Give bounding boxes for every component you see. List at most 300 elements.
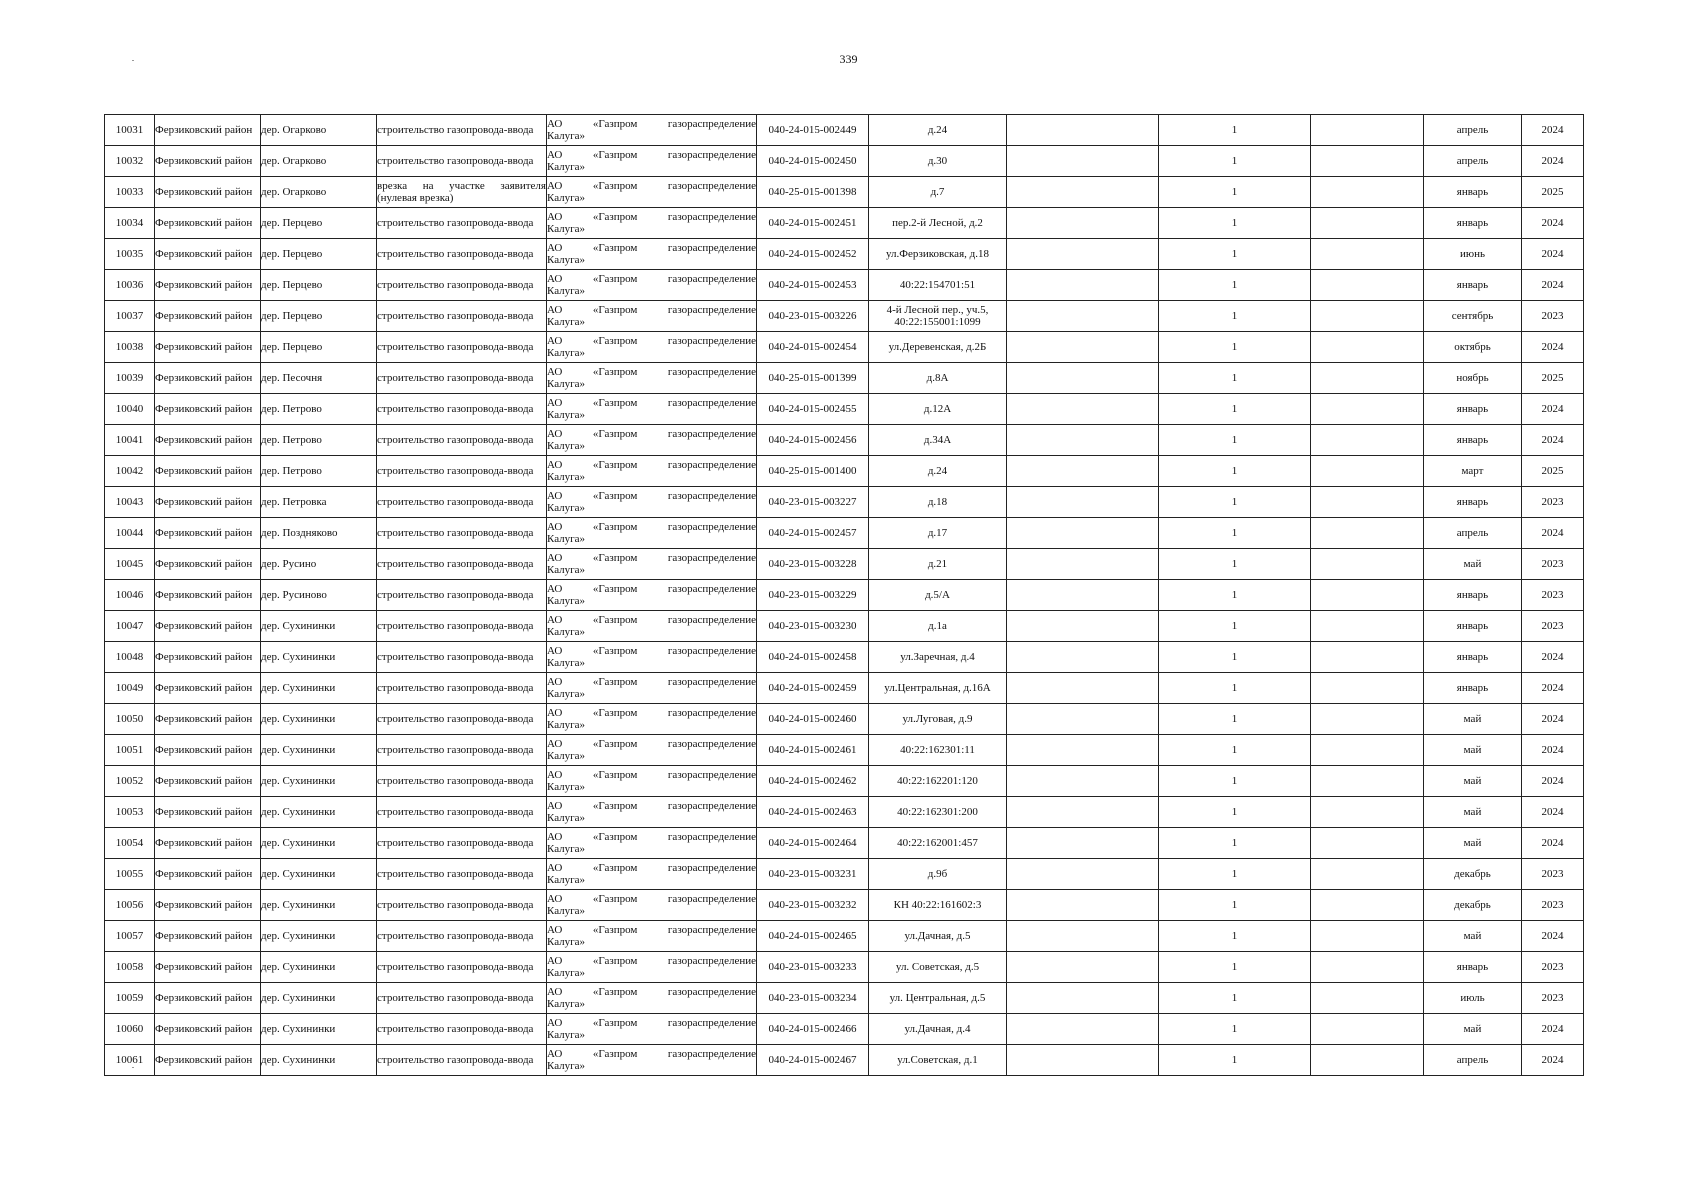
empty-cell	[1007, 456, 1159, 487]
quantity-cell: 1	[1159, 828, 1311, 859]
org-name: «Газпром	[592, 707, 638, 719]
table-row	[105, 642, 1584, 673]
empty-cell	[1007, 549, 1159, 580]
org-suffix: газораспределение	[667, 180, 756, 192]
month-cell: июнь	[1424, 239, 1522, 270]
village-cell: дер. Сухининки	[261, 797, 377, 828]
address-cell: д.5/А	[869, 580, 1007, 611]
table-row	[105, 704, 1584, 735]
code-cell: 040-24-015-002454	[757, 332, 869, 363]
district-cell: Ферзиковский район	[155, 766, 261, 797]
address-cell: д.7	[869, 177, 1007, 208]
code-cell: 040-25-015-001400	[757, 456, 869, 487]
quantity-cell: 1	[1159, 146, 1311, 177]
organization-cell	[547, 611, 757, 642]
code-cell: 040-24-015-002453	[757, 270, 869, 301]
org-name: «Газпром	[592, 180, 638, 192]
village-cell: дер. Песочня	[261, 363, 377, 394]
address-cell: ул.Луговая, д.9	[869, 704, 1007, 735]
year-cell: 2025	[1522, 177, 1584, 208]
year-cell: 2023	[1522, 890, 1584, 921]
org-suffix: газораспределение	[667, 304, 756, 316]
org-name: «Газпром	[592, 304, 638, 316]
empty-cell	[1007, 363, 1159, 394]
org-city: Калуга»	[547, 130, 586, 142]
work-type-cell: строительство газопровода-ввода	[377, 363, 547, 394]
address-cell: ул. Центральная, д.5	[869, 983, 1007, 1014]
empty-cell	[1311, 735, 1424, 766]
table-row	[105, 394, 1584, 425]
work-type-cell: строительство газопровода-ввода	[377, 766, 547, 797]
empty-cell	[1311, 301, 1424, 332]
year-cell: 2025	[1522, 363, 1584, 394]
work-type-cell: строительство газопровода-ввода	[377, 828, 547, 859]
quantity-cell: 1	[1159, 611, 1311, 642]
row-number: 10041	[105, 425, 155, 456]
organization-cell	[547, 270, 757, 301]
empty-cell	[1007, 146, 1159, 177]
row-number: 10058	[105, 952, 155, 983]
address-cell: ул.Ферзиковская, д.18	[869, 239, 1007, 270]
address-cell: д.30	[869, 146, 1007, 177]
org-suffix: газораспределение	[667, 335, 756, 347]
district-cell: Ферзиковский район	[155, 115, 261, 146]
table-row	[105, 673, 1584, 704]
address-cell: 40:22:154701:51	[869, 270, 1007, 301]
district-cell: Ферзиковский район	[155, 270, 261, 301]
org-prefix: АО	[547, 211, 563, 223]
org-prefix: АО	[547, 149, 563, 161]
year-cell: 2024	[1522, 425, 1584, 456]
row-number: 10047	[105, 611, 155, 642]
org-suffix: газораспределение	[667, 1017, 756, 1029]
code-cell: 040-24-015-002455	[757, 394, 869, 425]
table-row	[105, 549, 1584, 580]
year-cell: 2024	[1522, 642, 1584, 673]
org-city: Калуга»	[547, 1029, 586, 1041]
code-cell: 040-24-015-002449	[757, 115, 869, 146]
district-cell: Ферзиковский район	[155, 487, 261, 518]
row-number: 10061	[105, 1045, 155, 1076]
year-cell: 2023	[1522, 487, 1584, 518]
org-city: Калуга»	[547, 161, 586, 173]
village-cell: дер. Сухининки	[261, 1014, 377, 1045]
code-cell: 040-24-015-002466	[757, 1014, 869, 1045]
organization-cell	[547, 1014, 757, 1045]
work-type-cell: строительство газопровода-ввода	[377, 239, 547, 270]
district-cell: Ферзиковский район	[155, 735, 261, 766]
address-cell: 4-й Лесной пер., уч.5, 40:22:155001:1099	[869, 301, 1007, 332]
address-cell: д.21	[869, 549, 1007, 580]
org-city: Калуга»	[547, 223, 586, 235]
org-prefix: АО	[547, 955, 563, 967]
quantity-cell: 1	[1159, 735, 1311, 766]
row-number: 10043	[105, 487, 155, 518]
empty-cell	[1311, 332, 1424, 363]
org-prefix: АО	[547, 1017, 563, 1029]
org-prefix: АО	[547, 583, 563, 595]
organization-cell	[547, 642, 757, 673]
empty-cell	[1007, 115, 1159, 146]
village-cell: дер. Сухининки	[261, 766, 377, 797]
quantity-cell: 1	[1159, 518, 1311, 549]
org-name: «Газпром	[592, 366, 638, 378]
org-city: Калуга»	[547, 285, 586, 297]
district-cell: Ферзиковский район	[155, 673, 261, 704]
org-suffix: газораспределение	[667, 707, 756, 719]
code-cell: 040-24-015-002460	[757, 704, 869, 735]
month-cell: май	[1424, 704, 1522, 735]
village-cell: дер. Перцево	[261, 332, 377, 363]
village-cell: дер. Сухининки	[261, 1045, 377, 1076]
code-cell: 040-23-015-003230	[757, 611, 869, 642]
village-cell: дер. Сухининки	[261, 859, 377, 890]
org-suffix: газораспределение	[667, 614, 756, 626]
org-city: Калуга»	[547, 440, 586, 452]
code-cell: 040-24-015-002465	[757, 921, 869, 952]
code-cell: 040-25-015-001398	[757, 177, 869, 208]
org-suffix: газораспределение	[667, 1048, 756, 1060]
work-type-cell: строительство газопровода-ввода	[377, 487, 547, 518]
org-name: «Газпром	[592, 552, 638, 564]
code-cell: 040-24-015-002462	[757, 766, 869, 797]
organization-cell	[547, 456, 757, 487]
village-cell: дер. Огарково	[261, 177, 377, 208]
row-number: 10034	[105, 208, 155, 239]
organization-cell	[547, 828, 757, 859]
village-cell: дер. Русиново	[261, 580, 377, 611]
org-prefix: АО	[547, 459, 563, 471]
year-cell: 2024	[1522, 921, 1584, 952]
row-number: 10039	[105, 363, 155, 394]
district-cell: Ферзиковский район	[155, 208, 261, 239]
org-suffix: газораспределение	[667, 862, 756, 874]
work-type-cell: строительство газопровода-ввода	[377, 394, 547, 425]
year-cell: 2023	[1522, 611, 1584, 642]
address-cell: д.34А	[869, 425, 1007, 456]
village-cell: дер. Перцево	[261, 239, 377, 270]
empty-cell	[1007, 890, 1159, 921]
month-cell: январь	[1424, 425, 1522, 456]
month-cell: апрель	[1424, 1045, 1522, 1076]
row-number: 10060	[105, 1014, 155, 1045]
month-cell: январь	[1424, 208, 1522, 239]
work-type-cell: строительство газопровода-ввода	[377, 735, 547, 766]
quantity-cell: 1	[1159, 983, 1311, 1014]
year-cell: 2024	[1522, 1014, 1584, 1045]
quantity-cell: 1	[1159, 177, 1311, 208]
empty-cell	[1311, 425, 1424, 456]
org-city: Калуга»	[547, 502, 586, 514]
org-name: «Газпром	[592, 211, 638, 223]
org-prefix: АО	[547, 521, 563, 533]
org-suffix: газораспределение	[667, 769, 756, 781]
organization-cell	[547, 332, 757, 363]
org-city: Калуга»	[547, 626, 586, 638]
organization-cell	[547, 859, 757, 890]
row-number: 10048	[105, 642, 155, 673]
code-cell: 040-23-015-003229	[757, 580, 869, 611]
district-cell: Ферзиковский район	[155, 890, 261, 921]
village-cell: дер. Огарково	[261, 146, 377, 177]
org-suffix: газораспределение	[667, 986, 756, 998]
year-cell: 2023	[1522, 952, 1584, 983]
org-city: Калуга»	[547, 471, 586, 483]
org-suffix: газораспределение	[667, 552, 756, 564]
district-cell: Ферзиковский район	[155, 1014, 261, 1045]
work-type-cell: строительство газопровода-ввода	[377, 611, 547, 642]
village-cell: дер. Сухининки	[261, 952, 377, 983]
org-city: Калуга»	[547, 781, 586, 793]
address-cell: КН 40:22:161602:3	[869, 890, 1007, 921]
empty-cell	[1007, 301, 1159, 332]
year-cell: 2024	[1522, 518, 1584, 549]
month-cell: сентябрь	[1424, 301, 1522, 332]
quantity-cell: 1	[1159, 766, 1311, 797]
work-type-cell: строительство газопровода-ввода	[377, 797, 547, 828]
table-row	[105, 301, 1584, 332]
empty-cell	[1311, 456, 1424, 487]
organization-cell	[547, 580, 757, 611]
month-cell: декабрь	[1424, 859, 1522, 890]
village-cell: дер. Сухининки	[261, 642, 377, 673]
row-number: 10037	[105, 301, 155, 332]
org-name: «Газпром	[592, 893, 638, 905]
org-suffix: газораспределение	[667, 924, 756, 936]
empty-cell	[1311, 208, 1424, 239]
org-city: Калуга»	[547, 409, 586, 421]
quantity-cell: 1	[1159, 704, 1311, 735]
address-cell: 40:22:162201:120	[869, 766, 1007, 797]
table-row	[105, 177, 1584, 208]
table-row	[105, 611, 1584, 642]
row-number: 10038	[105, 332, 155, 363]
address-cell: д.18	[869, 487, 1007, 518]
table-row	[105, 239, 1584, 270]
org-name: «Газпром	[592, 242, 638, 254]
district-cell: Ферзиковский район	[155, 146, 261, 177]
work-type-cell: строительство газопровода-ввода	[377, 146, 547, 177]
org-name: «Газпром	[592, 397, 638, 409]
org-prefix: АО	[547, 180, 563, 192]
empty-cell	[1311, 983, 1424, 1014]
quantity-cell: 1	[1159, 642, 1311, 673]
empty-cell	[1007, 611, 1159, 642]
row-number: 10050	[105, 704, 155, 735]
work-type-cell: строительство газопровода-ввода	[377, 425, 547, 456]
org-city: Калуга»	[547, 998, 586, 1010]
empty-cell	[1007, 766, 1159, 797]
registry-table	[104, 114, 1584, 1076]
address-cell: 40:22:162001:457	[869, 828, 1007, 859]
district-cell: Ферзиковский район	[155, 456, 261, 487]
year-cell: 2024	[1522, 332, 1584, 363]
month-cell: январь	[1424, 177, 1522, 208]
empty-cell	[1311, 766, 1424, 797]
organization-cell	[547, 301, 757, 332]
village-cell: дер. Сухининки	[261, 704, 377, 735]
month-cell: декабрь	[1424, 890, 1522, 921]
year-cell: 2024	[1522, 735, 1584, 766]
empty-cell	[1311, 549, 1424, 580]
table-row	[105, 859, 1584, 890]
code-cell: 040-24-015-002459	[757, 673, 869, 704]
org-city: Калуга»	[547, 1060, 586, 1072]
month-cell: январь	[1424, 952, 1522, 983]
table-row	[105, 1045, 1584, 1076]
org-prefix: АО	[547, 552, 563, 564]
address-cell: д.24	[869, 115, 1007, 146]
org-suffix: газораспределение	[667, 490, 756, 502]
org-prefix: АО	[547, 273, 563, 285]
year-cell: 2023	[1522, 859, 1584, 890]
work-type-cell: строительство газопровода-ввода	[377, 952, 547, 983]
empty-cell	[1007, 735, 1159, 766]
org-prefix: АО	[547, 986, 563, 998]
work-type-cell: строительство газопровода-ввода	[377, 704, 547, 735]
district-cell: Ферзиковский район	[155, 425, 261, 456]
table-row	[105, 487, 1584, 518]
org-suffix: газораспределение	[667, 118, 756, 130]
month-cell: октябрь	[1424, 332, 1522, 363]
code-cell: 040-24-015-002464	[757, 828, 869, 859]
org-city: Калуга»	[547, 750, 586, 762]
org-prefix: АО	[547, 893, 563, 905]
district-cell: Ферзиковский район	[155, 1045, 261, 1076]
org-name: «Газпром	[592, 1048, 638, 1060]
code-cell: 040-23-015-003226	[757, 301, 869, 332]
year-cell: 2024	[1522, 270, 1584, 301]
work-type-cell: строительство газопровода-ввода	[377, 1045, 547, 1076]
month-cell: апрель	[1424, 146, 1522, 177]
month-cell: январь	[1424, 673, 1522, 704]
org-prefix: АО	[547, 862, 563, 874]
organization-cell	[547, 518, 757, 549]
district-cell: Ферзиковский район	[155, 797, 261, 828]
table-row	[105, 115, 1584, 146]
row-number: 10053	[105, 797, 155, 828]
empty-cell	[1007, 797, 1159, 828]
org-name: «Газпром	[592, 118, 638, 130]
row-number: 10036	[105, 270, 155, 301]
code-cell: 040-23-015-003227	[757, 487, 869, 518]
empty-cell	[1311, 1045, 1424, 1076]
month-cell: январь	[1424, 394, 1522, 425]
quantity-cell: 1	[1159, 363, 1311, 394]
org-suffix: газораспределение	[667, 738, 756, 750]
row-number: 10046	[105, 580, 155, 611]
org-city: Калуга»	[547, 719, 586, 731]
village-cell: дер. Петрово	[261, 456, 377, 487]
org-suffix: газораспределение	[667, 676, 756, 688]
row-number: 10055	[105, 859, 155, 890]
org-suffix: газораспределение	[667, 645, 756, 657]
month-cell: май	[1424, 1014, 1522, 1045]
org-prefix: АО	[547, 118, 563, 130]
organization-cell	[547, 735, 757, 766]
district-cell: Ферзиковский район	[155, 983, 261, 1014]
empty-cell	[1007, 642, 1159, 673]
org-name: «Газпром	[592, 800, 638, 812]
org-suffix: газораспределение	[667, 242, 756, 254]
org-city: Калуга»	[547, 688, 586, 700]
org-suffix: газораспределение	[667, 149, 756, 161]
empty-cell	[1311, 797, 1424, 828]
empty-cell	[1007, 580, 1159, 611]
month-cell: июль	[1424, 983, 1522, 1014]
table-row	[105, 456, 1584, 487]
quantity-cell: 1	[1159, 1014, 1311, 1045]
village-cell: дер. Сухининки	[261, 735, 377, 766]
organization-cell	[547, 425, 757, 456]
empty-cell	[1311, 115, 1424, 146]
quantity-cell: 1	[1159, 797, 1311, 828]
organization-cell	[547, 177, 757, 208]
table-row	[105, 580, 1584, 611]
org-city: Калуга»	[547, 254, 586, 266]
organization-cell	[547, 1045, 757, 1076]
organization-cell	[547, 487, 757, 518]
quantity-cell: 1	[1159, 1045, 1311, 1076]
work-type-cell: строительство газопровода-ввода	[377, 890, 547, 921]
org-name: «Газпром	[592, 831, 638, 843]
org-suffix: газораспределение	[667, 211, 756, 223]
year-cell: 2023	[1522, 983, 1584, 1014]
month-cell: январь	[1424, 611, 1522, 642]
quantity-cell: 1	[1159, 394, 1311, 425]
organization-cell	[547, 952, 757, 983]
month-cell: май	[1424, 797, 1522, 828]
year-cell: 2024	[1522, 828, 1584, 859]
org-name: «Газпром	[592, 955, 638, 967]
village-cell: дер. Перцево	[261, 301, 377, 332]
org-suffix: газораспределение	[667, 397, 756, 409]
village-cell: дер. Перцево	[261, 270, 377, 301]
empty-cell	[1311, 239, 1424, 270]
code-cell: 040-24-015-002451	[757, 208, 869, 239]
org-city: Калуга»	[547, 378, 586, 390]
org-name: «Газпром	[592, 676, 638, 688]
address-cell: ул.Деревенская, д.2Б	[869, 332, 1007, 363]
organization-cell	[547, 983, 757, 1014]
work-type-cell: строительство газопровода-ввода	[377, 518, 547, 549]
quantity-cell: 1	[1159, 549, 1311, 580]
empty-cell	[1007, 487, 1159, 518]
village-cell: дер. Петровка	[261, 487, 377, 518]
address-cell: д.17	[869, 518, 1007, 549]
code-cell: 040-24-015-002458	[757, 642, 869, 673]
org-prefix: АО	[547, 335, 563, 347]
village-cell: дер. Петрово	[261, 394, 377, 425]
org-suffix: газораспределение	[667, 273, 756, 285]
quantity-cell: 1	[1159, 425, 1311, 456]
scan-speck	[132, 60, 134, 61]
org-city: Калуга»	[547, 347, 586, 359]
page-number: 339	[839, 52, 858, 66]
empty-cell	[1311, 177, 1424, 208]
quantity-cell: 1	[1159, 115, 1311, 146]
table-row	[105, 797, 1584, 828]
org-name: «Газпром	[592, 769, 638, 781]
work-type-cell: строительство газопровода-ввода	[377, 270, 547, 301]
org-city: Калуга»	[547, 595, 586, 607]
district-cell: Ферзиковский район	[155, 177, 261, 208]
village-cell: дер. Поздняково	[261, 518, 377, 549]
row-number: 10054	[105, 828, 155, 859]
village-cell: дер. Сухининки	[261, 673, 377, 704]
row-number: 10033	[105, 177, 155, 208]
org-suffix: газораспределение	[667, 521, 756, 533]
